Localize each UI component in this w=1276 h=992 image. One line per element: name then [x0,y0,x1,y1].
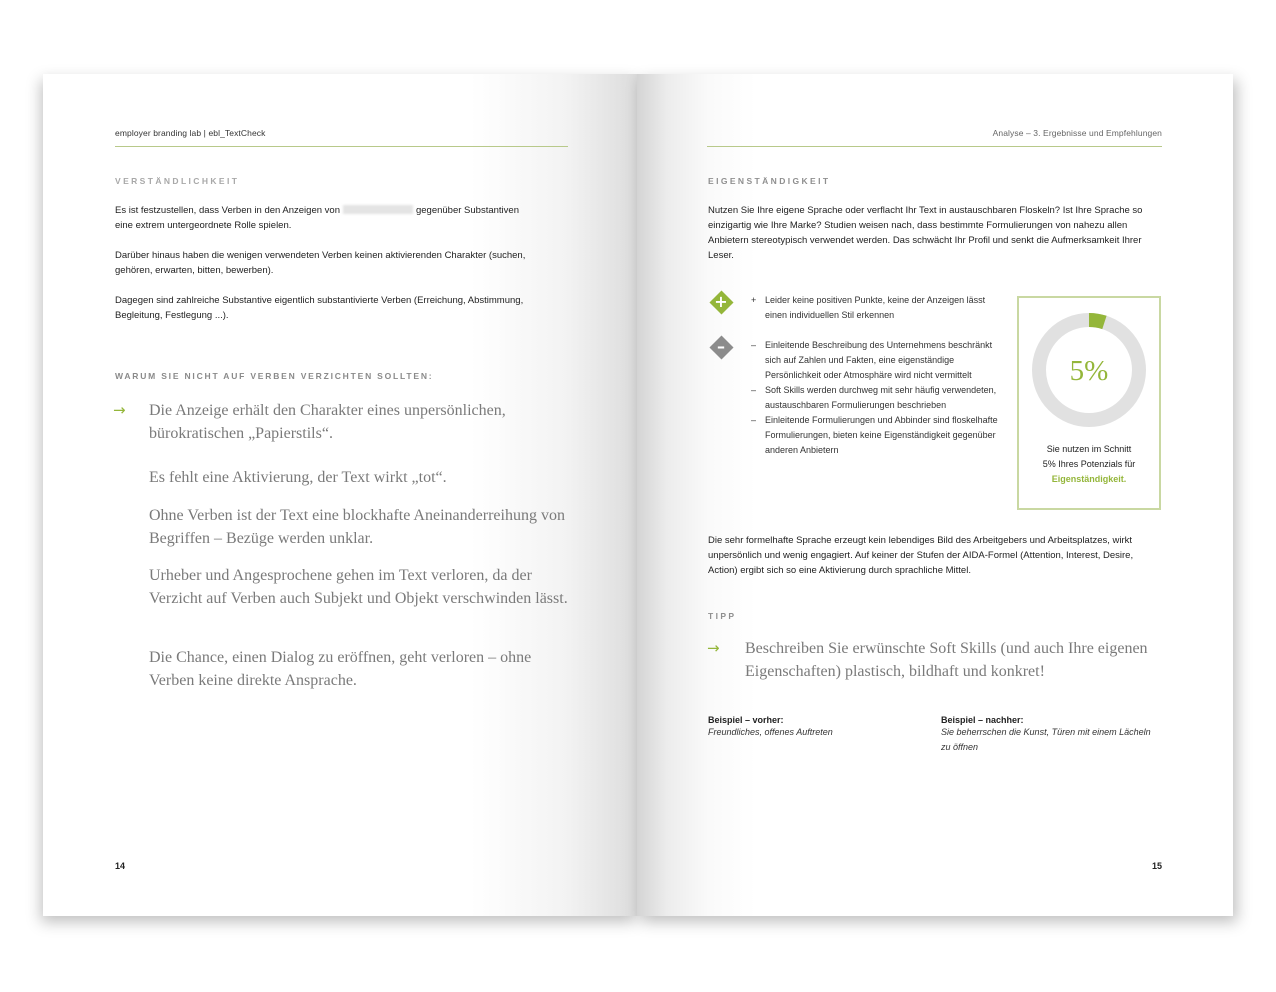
paragraph-1-part-b: gegenüber Substantiven [415,205,519,216]
paragraph-1-part-a: Es ist festzustellen, dass Verben in den Anzeigen von [115,205,340,216]
example-after-text: Sie beherrschen die Kunst, Türen mit einem Lächeln zu öffnen [941,727,1151,752]
page-number-right: 15 [1151,861,1162,871]
quote-1: Die Anzeige erhält den Charakter eines unpersönlichen, bürokratischen „Papierstils“. [149,402,506,442]
quote-3: Ohne Verben ist der Text eine blockhafte Aneinanderreihung von Begriffen – Bezüge werden unklar. [149,507,565,547]
example-after-title: Beispiel – nachher: [941,715,1024,725]
arrow-icon: → [707,639,720,657]
example-before-title: Beispiel – vorher: [708,715,784,725]
score-caption-line-2: 5% Ihres Potenzials für [1042,459,1136,469]
list-item: – Soft Skills werden durchweg mit sehr häufig verwendeten, austauschbaren Formulierungen beschrieben [751,385,997,410]
list-item: – Einleitende Formulierungen und Abbinder sind floskelhafte Formulierungen, bieten keine Eigenständigkeit gegenüber anderen Anbietern [751,415,998,455]
minus-diamond-icon [709,335,733,359]
tip-text: Beschreiben Sie erwünschte Soft Skills (und auch Ihre eigenen Eigenschaften) plastisch, bildhaft und konkret! [745,640,1148,680]
paragraph-2: Darüber hinaus haben die wenigen verwendeten Verben keinen aktivierenden Charakter (suchen, gehören, erwarten, bitten, bewerben). [115,250,526,276]
example-before-text: Freundliches, offenes Auftreten [708,727,833,737]
score-box [1017,296,1161,510]
paragraph-1 [115,203,555,233]
score-caption-highlight: Eigenständigkeit. [1051,474,1127,484]
section-label-verstaendlichkeit: VERSTÄNDLICHKEIT [115,176,240,186]
plus-symbol: + [714,292,728,311]
quote-2: Es fehlt eine Aktivierung, der Text wirkt „tot“. [149,469,447,486]
section-label-tipp: TIPP [708,611,737,621]
right-header-rule [707,146,1162,147]
left-header-rule [115,146,568,147]
minus-symbol: – [717,337,725,356]
paragraph-1-part-c: eine extrem untergeordnete Rolle spielen. [115,220,292,231]
summary-paragraph: Die sehr formelhafte Sprache erzeugt kein lebendiges Bild des Arbeitgebers und Arbeitsplatzes, wirkt unpersönlich und wenig engagiert. Auf keiner der Stufen der AIDA-Formel (Attention, Interest, Desire, Action) ergibt sich so eine Aktivierung durch sprachliche Mittel. [708,535,1134,576]
progress-ring [1031,312,1147,428]
right-header: Analyse – 3. Ergebnisse und Empfehlungen [992,128,1162,138]
arrow-icon: → [113,401,126,419]
score-caption [1019,442,1159,487]
page-number-left: 14 [115,861,126,871]
left-page [43,74,637,916]
positives-list [751,293,1001,323]
plus-diamond-icon [709,290,733,314]
list-item: + Leider keine positiven Punkte, keine der Anzeigen lässt einen individuellen Stil erkennen [751,295,986,320]
negatives-list [751,338,1001,458]
left-header: employer branding lab | ebl_TextCheck [115,128,266,138]
right-page [637,74,1233,916]
quote-4: Urheber und Angesprochene gehen im Text verloren, da der Verzicht auf Verben auch Subjekt und Objekt verschwinden lässt. [149,567,568,607]
paragraph-3: Dagegen sind zahlreiche Substantive eigentlich substantivierte Verben (Erreichung, Abstimmung, Begleitung, Festlegung ...). [115,295,524,321]
quote-5: Die Chance, einen Dialog zu eröffnen, geht verloren – ohne Verben keine direkte Ansprache. [149,649,532,689]
subheading-why-verbs: WARUM SIE NICHT AUF VERBEN VERZICHTEN SOLLTEN: [115,371,434,381]
score-caption-line-1: Sie nutzen im Schnitt [1046,444,1132,454]
list-item: – Einleitende Beschreibung des Unternehmens beschränkt sich auf Zahlen und Fakten, eine eigenständige Persönlichkeit oder Atmosphäre wird nicht vermittelt [751,340,993,380]
section-label-eigenstaendigkeit: EIGENSTÄNDIGKEIT [708,176,831,186]
intro-paragraph: Nutzen Sie Ihre eigene Sprache oder verflacht Ihr Text in austauschbaren Floskeln? Ist Ihre Sprache so einzigartig wie Ihre Marke? Studien weisen nach, dass bestimmte Formulierungen von nahezu allen Anbietern stereotypisch verwendet werden. Das schwächt Ihr Profil und senkt die Aufmerksamkeit Ihrer Leser. [708,205,1143,261]
example-after [941,715,1156,755]
redacted-company-name [343,205,413,214]
score-percent-label: 5% [1069,355,1109,387]
example-before [708,715,908,740]
